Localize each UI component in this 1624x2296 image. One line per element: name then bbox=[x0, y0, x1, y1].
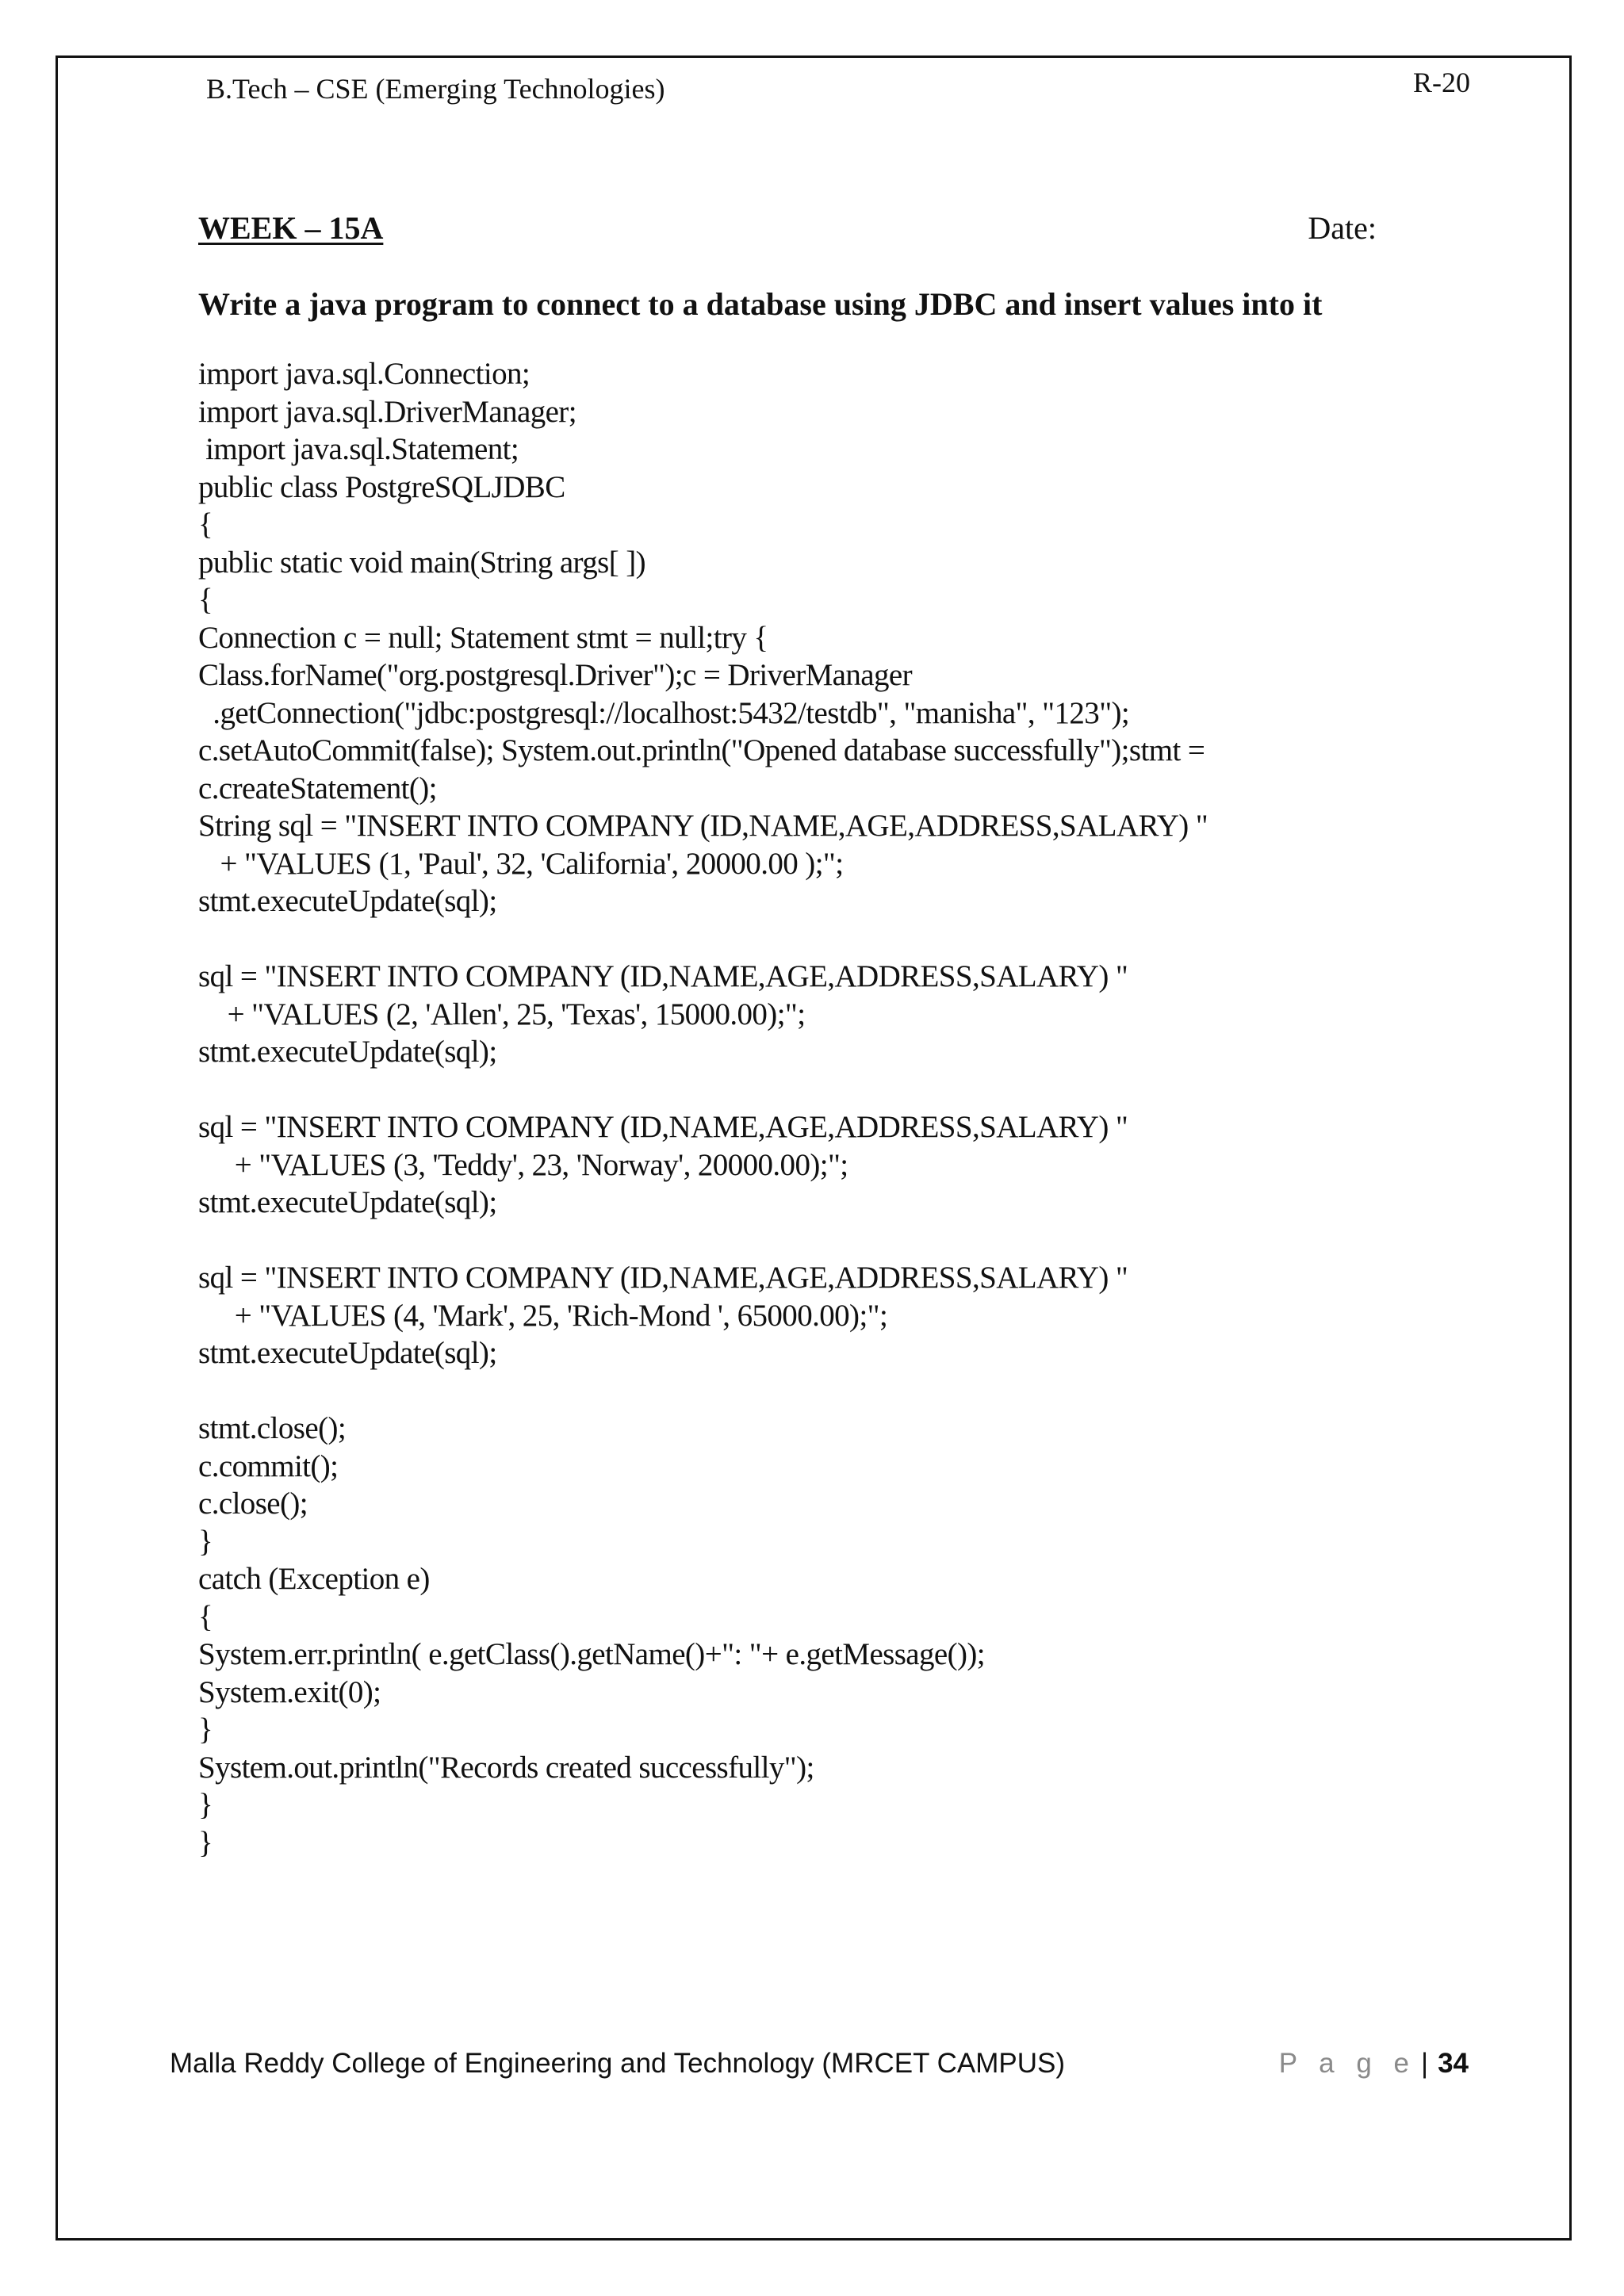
code-line: sql = "INSERT INTO COMPANY (ID,NAME,AGE,ADDRESS,SALARY) " bbox=[198, 1261, 1128, 1295]
code-line bbox=[198, 1071, 1499, 1109]
code-line: public class PostgreSQLJDBC bbox=[198, 469, 565, 504]
code-line: import java.sql.DriverManager; bbox=[198, 394, 576, 429]
code-line: stmt.close(); bbox=[198, 1411, 347, 1445]
code-line: System.err.println( e.getClass().getName()+": "+ e.getMessage()); bbox=[198, 1637, 986, 1671]
code-line: + "VALUES (1, 'Paul', 32, 'California', 20000.00 );"; bbox=[198, 846, 844, 881]
code-line: System.out.println("Records created successfully"); bbox=[198, 1750, 814, 1785]
code-line bbox=[198, 1222, 1499, 1260]
code-line: { bbox=[198, 1599, 213, 1634]
code-line: stmt.executeUpdate(sql); bbox=[198, 1185, 497, 1219]
code-listing bbox=[198, 355, 1499, 1862]
code-line: } bbox=[198, 1524, 213, 1559]
code-line: import java.sql.Connection; bbox=[198, 357, 530, 391]
code-line: } bbox=[198, 1712, 213, 1747]
code-line bbox=[198, 1372, 1499, 1410]
code-line: System.exit(0); bbox=[198, 1674, 381, 1709]
task-title: Write a java program to connect to a database using JDBC and insert values into it bbox=[198, 286, 1323, 322]
code-line: } bbox=[198, 1825, 213, 1860]
code-line: sql = "INSERT INTO COMPANY (ID,NAME,AGE,ADDRESS,SALARY) " bbox=[198, 959, 1128, 993]
footer-page-info bbox=[1279, 2045, 1469, 2082]
page-separator: | bbox=[1420, 2048, 1429, 2079]
week-title: WEEK – 15A bbox=[198, 210, 384, 246]
code-line: c.createStatement(); bbox=[198, 771, 437, 806]
code-line: { bbox=[198, 507, 213, 541]
header-regulation: R-20 bbox=[1413, 67, 1470, 98]
code-line: stmt.executeUpdate(sql); bbox=[198, 1336, 497, 1370]
code-line: catch (Exception e) bbox=[198, 1562, 430, 1596]
code-line: { bbox=[198, 583, 213, 617]
code-line: + "VALUES (3, 'Teddy', 23, 'Norway', 20000.00);"; bbox=[198, 1147, 848, 1182]
date-label: Date: bbox=[1308, 210, 1377, 246]
code-line: } bbox=[198, 1788, 213, 1822]
code-line: c.close(); bbox=[198, 1487, 308, 1521]
code-line: Class.forName("org.postgresql.Driver");c = DriverManager bbox=[198, 658, 912, 692]
code-line bbox=[198, 920, 1499, 959]
code-line: stmt.executeUpdate(sql); bbox=[198, 884, 497, 918]
header-course: B.Tech – CSE (Emerging Technologies) bbox=[206, 73, 665, 105]
code-line: c.commit(); bbox=[198, 1448, 339, 1483]
code-line: sql = "INSERT INTO COMPANY (ID,NAME,AGE,ADDRESS,SALARY) " bbox=[198, 1110, 1128, 1144]
code-line: + "VALUES (4, 'Mark', 25, 'Rich-Mond ', 65000.00);"; bbox=[198, 1298, 888, 1333]
code-line: + "VALUES (2, 'Allen', 25, 'Texas', 15000.00);"; bbox=[198, 997, 806, 1031]
page-word: P a g e bbox=[1278, 2048, 1416, 2079]
code-line: c.setAutoCommit(false); System.out.println("Opened database successfully");stmt = bbox=[198, 733, 1205, 767]
page-number: 34 bbox=[1438, 2048, 1469, 2079]
code-line: public static void main(String args[ ]) bbox=[198, 545, 646, 580]
code-line: String sql = "INSERT INTO COMPANY (ID,NAME,AGE,ADDRESS,SALARY) " bbox=[198, 809, 1208, 843]
code-line: import java.sql.Statement; bbox=[198, 432, 519, 466]
code-line: .getConnection("jdbc:postgresql://localhost:5432/testdb", "manisha", "123"); bbox=[198, 695, 1130, 730]
footer-college: Malla Reddy College of Engineering and Technology (MRCET CAMPUS) bbox=[170, 2048, 1065, 2079]
code-line: stmt.executeUpdate(sql); bbox=[198, 1035, 497, 1069]
code-line: Connection c = null; Statement stmt = null;try { bbox=[198, 620, 768, 655]
